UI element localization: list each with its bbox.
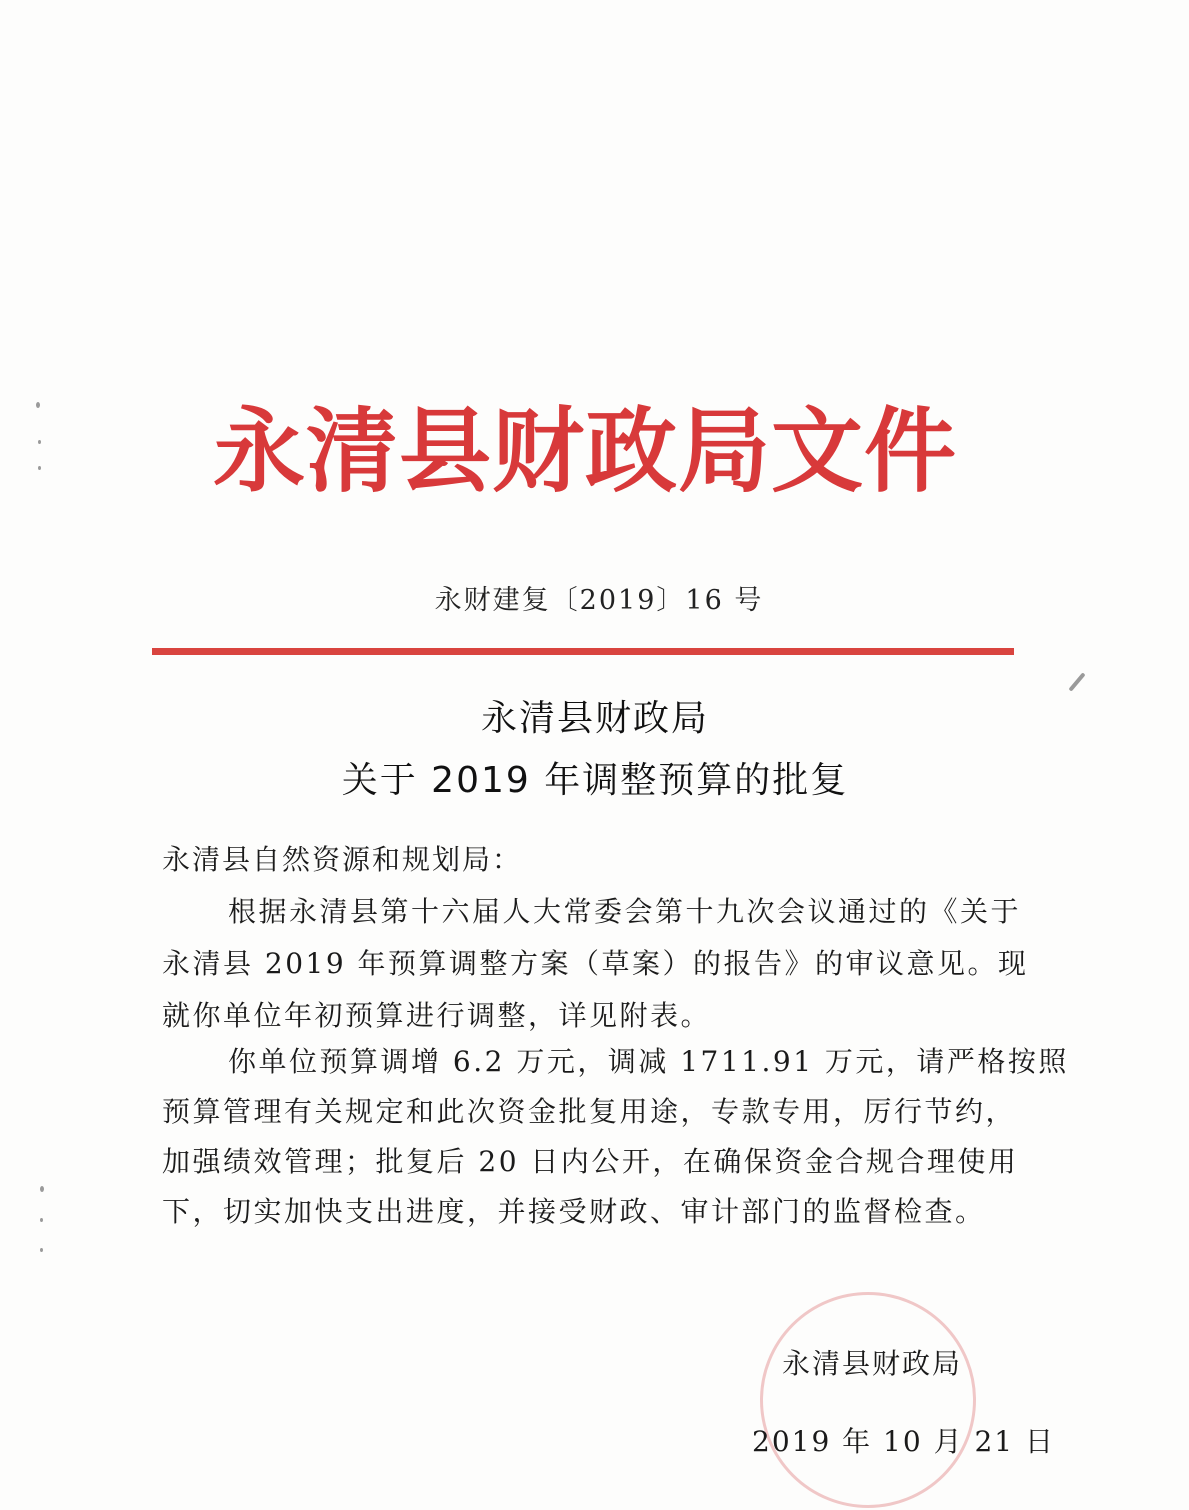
document-title-line2: 关于 2019 年调整预算的批复 <box>341 760 849 801</box>
paragraph-1-line-1: 根据永清县第十六届人大常委会第十九次会议通过的《关于 <box>228 895 1022 928</box>
paragraph-1-line-2: 永清县 2019 年预算调整方案（草案）的报告》的审议意见。现 <box>162 947 1029 980</box>
official-seal <box>760 1292 976 1508</box>
document-title-line1: 永清县财政局 <box>480 698 709 739</box>
signature-organization: 永清县财政局 <box>782 1347 963 1380</box>
red-divider <box>152 648 1014 655</box>
addressee: 永清县自然资源和规划局： <box>162 843 523 876</box>
document-number: 永财建复〔2019〕16 号 <box>434 585 764 616</box>
paragraph-2-line-4: 下，切实加快支出进度，并接受财政、审计部门的监督检查。 <box>162 1195 986 1228</box>
scan-mark <box>40 1186 44 1192</box>
paragraph-2-line-1: 你单位预算调增 6.2 万元，调减 1711.91 万元，请严格按照 <box>228 1045 1069 1078</box>
paragraph-2-line-2: 预算管理有关规定和此次资金批复用途，专款专用，厉行节约， <box>162 1095 1017 1128</box>
scan-mark <box>40 1248 43 1252</box>
signature-date: 2019 年 10 月 21 日 <box>752 1425 1056 1458</box>
scan-mark <box>1068 672 1085 691</box>
scan-mark <box>36 402 40 408</box>
scan-mark <box>38 440 41 444</box>
scan-mark <box>38 466 41 470</box>
paragraph-1-line-3: 就你单位年初预算进行调整，详见附表。 <box>162 999 712 1032</box>
scan-mark <box>40 1218 43 1222</box>
paragraph-2-line-3: 加强绩效管理；批复后 20 日内公开，在确保资金合规合理使用 <box>162 1145 1019 1178</box>
masthead-title: 永清县财政局文件 <box>212 398 957 505</box>
